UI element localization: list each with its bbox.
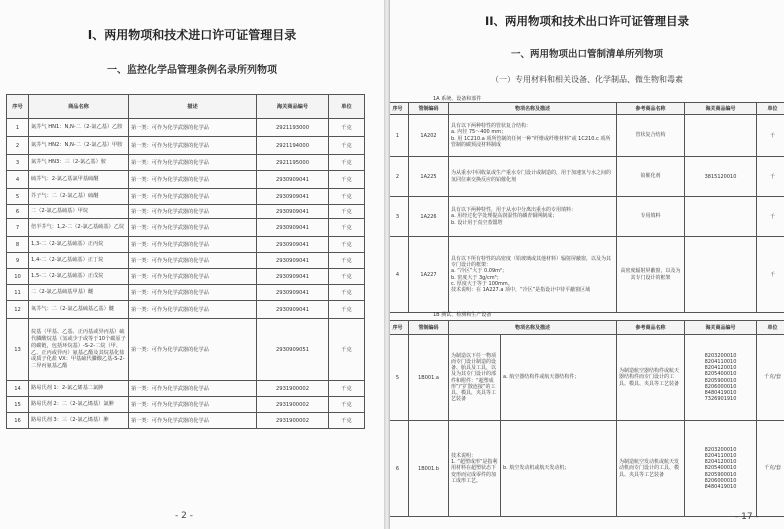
header-name: 商品名称 <box>29 95 129 119</box>
product-name: 氮芥气 HN3：三（2-氯乙基）胺 <box>29 155 129 171</box>
table-row <box>390 115 784 157</box>
product-name: 硫芥气：2-氯乙基氯甲基硫醚 <box>29 171 129 189</box>
customs-code <box>685 115 757 157</box>
customs-code: 2930909041 <box>257 285 329 301</box>
item-description: 技术说明： 1. “超塑成形”是指利用材料在超塑状态下变形而完成零件的加工成形工艺。 <box>449 421 501 517</box>
row-unit: 千克/套 <box>757 421 784 517</box>
customs-code: 8204110010 <box>704 358 737 365</box>
customs-code: 8206000010 <box>704 383 737 390</box>
left-page-subtitle: 一、监控化学品管理条例名录所列物项 <box>107 65 277 76</box>
row-unit: 千 <box>757 237 784 313</box>
row-description: 第一类：可作为化学武器的化学品 <box>129 397 257 413</box>
customs-code: 8204120010 <box>704 365 737 371</box>
left-page-title: I、两用物项和技术进口许可证管理目录 <box>87 28 297 42</box>
table-row <box>7 397 365 413</box>
reference-name: 为制造航空发动机或航天发动机而专门设计的工具、模具、夹具等工艺装备 <box>617 421 685 517</box>
row-number: 9 <box>7 253 29 269</box>
row-unit: 千克 <box>329 319 365 381</box>
t1-header-hs: 海关商品编号 <box>685 103 757 115</box>
row-number: 11 <box>7 285 29 301</box>
right-page-title: II、两用物项和技术出口许可证管理目录 <box>484 14 690 28</box>
row-description: 第一类：可作为化学武器的化学品 <box>129 381 257 397</box>
control-code: 1A225 <box>409 157 449 197</box>
customs-code <box>685 197 757 237</box>
table-row <box>390 335 784 421</box>
row-unit: 千克 <box>329 137 365 155</box>
table2-tag: 1B 测试、检测和生产设备 <box>433 312 492 318</box>
row-description: 第一类：可作为化学武器的化学品 <box>129 413 257 429</box>
table-row <box>7 269 365 285</box>
row-number: 1 <box>390 115 409 157</box>
right-page-subtitle: 一、两用物项出口管制清单所列物项 <box>510 49 663 60</box>
product-name: 二（2-氯乙基硫基）甲烷 <box>29 205 129 219</box>
control-code: 1B001.b <box>409 421 449 517</box>
import-license-table <box>6 94 365 429</box>
row-number: 7 <box>7 219 29 237</box>
table-header-row <box>7 95 365 119</box>
table-row <box>390 421 784 517</box>
table-row <box>390 157 784 197</box>
t2-header-code: 管制编码 <box>409 321 449 335</box>
row-number: 15 <box>7 397 29 413</box>
table-row <box>7 413 365 429</box>
row-description: 第一类：可作为化学武器的化学品 <box>129 171 257 189</box>
item-description: 具有以下两种特性，用于从水中分离出重水的专用填料： a. 用经过化学处理提高润湿性的磷青铜网制成； b. 设计用于真空蒸馏塔 <box>449 197 617 237</box>
table-row <box>7 253 365 269</box>
control-code: 1A202 <box>409 115 449 157</box>
table-row <box>7 319 365 381</box>
product-name: 氮芥气 HN1：N,N-二（2-氯乙基）乙胺 <box>29 119 129 137</box>
customs-code: 2931900002 <box>257 397 329 413</box>
export-table-1b <box>390 320 784 517</box>
reference-name: 为制造航空器结构件或航天器结构件而专门设计的工具、模具、夹具等工艺装备 <box>617 335 685 421</box>
header-desc: 描述 <box>129 95 257 119</box>
customs-code: 8480419010 <box>704 390 737 396</box>
t1-header-desc: 物项名称及描述 <box>449 103 617 115</box>
table-row <box>390 237 784 313</box>
row-description: 第一类：可作为化学武器的化学品 <box>129 237 257 253</box>
table-row <box>7 205 365 219</box>
customs-code-list <box>685 335 757 421</box>
row-number: 4 <box>7 171 29 189</box>
row-number: 3 <box>7 155 29 171</box>
product-name: 二（2-氯乙基硫基甲基）醚 <box>29 285 129 301</box>
product-name: 1,5-二（2-氯乙基硫基）正戊烷 <box>29 269 129 285</box>
t2-header-desc: 物项名称及描述 <box>449 321 617 335</box>
row-unit: 千克 <box>329 205 365 219</box>
row-number: 13 <box>7 319 29 381</box>
customs-code: 2930909041 <box>257 237 329 253</box>
table1-header-row <box>390 103 784 115</box>
table-row <box>7 155 365 171</box>
item-subject: b. 航空发动机或航天发动机； <box>501 421 617 517</box>
customs-code: 8205900010 <box>704 471 737 478</box>
row-unit: 千克/套 <box>757 335 784 421</box>
row-unit: 千克 <box>329 301 365 319</box>
table-row <box>7 285 365 301</box>
row-unit: 千 <box>757 197 784 237</box>
customs-code: 2930909041 <box>257 205 329 219</box>
row-unit: 千克 <box>329 219 365 237</box>
row-unit: 千克 <box>329 381 365 397</box>
row-description: 第一类：可作为化学武器的化学品 <box>129 205 257 219</box>
row-description: 第一类：可作为化学武器的化学品 <box>129 155 257 171</box>
customs-code: 8205400010 <box>704 465 737 472</box>
row-unit: 千克 <box>329 413 365 429</box>
table-row <box>7 381 365 397</box>
item-description: 具有以下两种特性的管状复合结构： a. 内径 75～400 mm； b. 用 1C210.a 项所管制的任何一种“纤维或纤维材料”或 1C210.c 项所管制的碳预浸材料制成 <box>449 115 617 157</box>
header-unit: 单位 <box>329 95 365 119</box>
table-row <box>7 301 365 319</box>
row-number: 3 <box>390 197 409 237</box>
product-name: 氮芥气 HN2：N,N-二（2-氯乙基）甲胺 <box>29 137 129 155</box>
t1-header-no: 序号 <box>390 103 409 115</box>
customs-code: 2930909041 <box>257 219 329 237</box>
right-page-number: - 17 - <box>735 512 759 522</box>
export-table-1a <box>390 102 784 313</box>
right-page <box>390 0 784 529</box>
row-number: 1 <box>7 119 29 137</box>
row-number: 2 <box>390 157 409 197</box>
row-description: 第一类：可作为化学武器的化学品 <box>129 285 257 301</box>
customs-code: 2921194000 <box>257 137 329 155</box>
row-number: 16 <box>7 413 29 429</box>
row-description: 第一类：可作为化学武器的化学品 <box>129 119 257 137</box>
customs-code: 3815120010 <box>685 157 757 197</box>
row-number: 6 <box>390 421 409 517</box>
customs-code: 8203200010 <box>704 446 737 453</box>
product-name: 烷基（甲基、乙基、正丙基或异丙基）硫代膦酸烷基（氢或少于或等于10个碳原子的碳链，包括环烷基）-S-2-二烷（甲、乙、正丙或异丙）氨基乙酯及其烷基化盐或质子化盐 VX：甲基硫代膦酸乙基-S-2-二异丙氨基乙酯 <box>29 319 129 381</box>
row-unit: 千克 <box>329 189 365 205</box>
t2-header-no: 序号 <box>390 321 409 335</box>
row-unit: 千克 <box>329 171 365 189</box>
row-number: 8 <box>7 237 29 253</box>
row-unit: 千 <box>757 115 784 157</box>
customs-code: 2930909041 <box>257 301 329 319</box>
row-description: 第一类：可作为化学武器的化学品 <box>129 219 257 237</box>
customs-code: 2930909041 <box>257 269 329 285</box>
row-number: 4 <box>390 237 409 313</box>
row-number: 6 <box>7 205 29 219</box>
customs-code: 2921193000 <box>257 119 329 137</box>
left-page <box>0 0 384 529</box>
customs-code: 8206000010 <box>704 477 737 484</box>
customs-code: 2930909041 <box>257 171 329 189</box>
product-name: 路易氏剂 2：二（2-氯乙烯基）氯胂 <box>29 397 129 413</box>
table-row <box>7 219 365 237</box>
row-description: 第一类：可作为化学武器的化学品 <box>129 137 257 155</box>
table1-tag: 1A 系统、设备和部件 <box>433 96 482 102</box>
product-name: 1,4-二（2-氯乙基硫基）正丁烷 <box>29 253 129 269</box>
row-number: 5 <box>7 189 29 205</box>
section-heading: （一）专用材料和相关设备、化学制品、微生物和毒素 <box>491 75 683 84</box>
product-name: 芥子气：二（2-氯乙基）硫醚 <box>29 189 129 205</box>
customs-code: 7326901910 <box>704 396 737 403</box>
customs-code: 8205400010 <box>704 371 737 378</box>
t2-header-hs: 海关商品编号 <box>685 321 757 335</box>
row-unit: 千克 <box>329 237 365 253</box>
product-name: 氧芥气：二（2-氯乙基硫基乙基）醚 <box>29 301 129 319</box>
customs-code: 8204110010 <box>704 452 737 459</box>
table-row <box>390 197 784 237</box>
product-name: 路易氏剂 3：三（2-氯乙烯基）胂 <box>29 413 129 429</box>
item-subject: a. 航空器结构件或航天器结构件； <box>501 335 617 421</box>
reference-name: 高密度辐射屏蔽窗，以及为其专门设计的框架 <box>617 237 685 313</box>
table-row <box>7 189 365 205</box>
row-description: 第一类：可作为化学武器的化学品 <box>129 301 257 319</box>
table2-header-row <box>390 321 784 335</box>
customs-code: 2931900002 <box>257 413 329 429</box>
t1-header-code: 管制编码 <box>409 103 449 115</box>
row-unit: 千克 <box>329 269 365 285</box>
t2-header-ref: 参考商品名称 <box>617 321 685 335</box>
control-code: 1A226 <box>409 197 449 237</box>
item-description: 具有以下所有特性的高密度（铅玻璃或其他材料）辐射屏蔽窗，以及为其专门设计的框架： a. “冷区”大于 0.09m²； b. 密度大于 3g/cm³； c. 厚度大于等于 100mm。 技术说明：在 1A227.a 项中，“冷区”是指设计中待平蔽窗区域 <box>449 237 617 313</box>
reference-name: 专用填料 <box>617 197 685 237</box>
header-code: 海关商品编号 <box>257 95 329 119</box>
row-description: 第一类：可作为化学武器的化学品 <box>129 269 257 285</box>
control-code: 1A227 <box>409 237 449 313</box>
table-row <box>7 237 365 253</box>
t1-header-unit: 单位 <box>757 103 784 115</box>
left-page-number: - 2 - <box>175 511 193 521</box>
customs-code: 2930909041 <box>257 189 329 205</box>
reference-name: 管状复合结构 <box>617 115 685 157</box>
row-number: 10 <box>7 269 29 285</box>
t1-header-ref: 参考商品名称 <box>617 103 685 115</box>
row-unit: 千克 <box>329 285 365 301</box>
product-name: 路易氏剂 1：2-氯乙烯基二氯胂 <box>29 381 129 397</box>
customs-code: 8203200010 <box>704 352 737 359</box>
header-no: 序号 <box>7 95 29 119</box>
t2-header-unit: 单位 <box>757 321 784 335</box>
product-name: 倍半芥气：1,2-二（2-氯乙基硫基）乙烷 <box>29 219 129 237</box>
customs-code: 8480419010 <box>704 484 737 491</box>
row-description: 第一类：可作为化学武器的化学品 <box>129 253 257 269</box>
row-number: 12 <box>7 301 29 319</box>
table-row <box>7 137 365 155</box>
row-unit: 千克 <box>329 253 365 269</box>
item-description: 为从重水中回收氚或生产重水专门设计或制造的，用于加速氢与水之间的氢同位素交换反应的铂催化剂 <box>449 157 617 197</box>
row-description: 第一类：可作为化学武器的化学品 <box>129 189 257 205</box>
customs-code: 8204120010 <box>704 459 737 466</box>
item-description: 为制造以下任一物项而专门设计制造的设备、胎具及工具，以及为其专门设计的部件和附件：“超塑成形”/“扩散连接”的工具、模具，夹具等工艺装备 <box>449 335 501 421</box>
customs-code: 2921195000 <box>257 155 329 171</box>
customs-code: 2930909041 <box>257 253 329 269</box>
row-description: 第一类：可作为化学武器的化学品 <box>129 319 257 381</box>
row-number: 5 <box>390 335 409 421</box>
row-unit: 千克 <box>329 119 365 137</box>
row-number: 2 <box>7 137 29 155</box>
customs-code-list <box>685 421 757 517</box>
customs-code <box>685 237 757 313</box>
product-name: 1,3-二（2-氯乙基硫基）正丙烷 <box>29 237 129 253</box>
table-row <box>7 171 365 189</box>
row-unit: 千克 <box>329 397 365 413</box>
table-row <box>7 119 365 137</box>
row-unit: 千 <box>757 157 784 197</box>
reference-name: 铂催化剂 <box>617 157 685 197</box>
customs-code: 2930909051 <box>257 319 329 381</box>
row-number: 14 <box>7 381 29 397</box>
row-unit: 千克 <box>329 155 365 171</box>
control-code: 1B001.a <box>409 335 449 421</box>
customs-code: 8205900010 <box>704 377 737 384</box>
customs-code: 2931900002 <box>257 381 329 397</box>
